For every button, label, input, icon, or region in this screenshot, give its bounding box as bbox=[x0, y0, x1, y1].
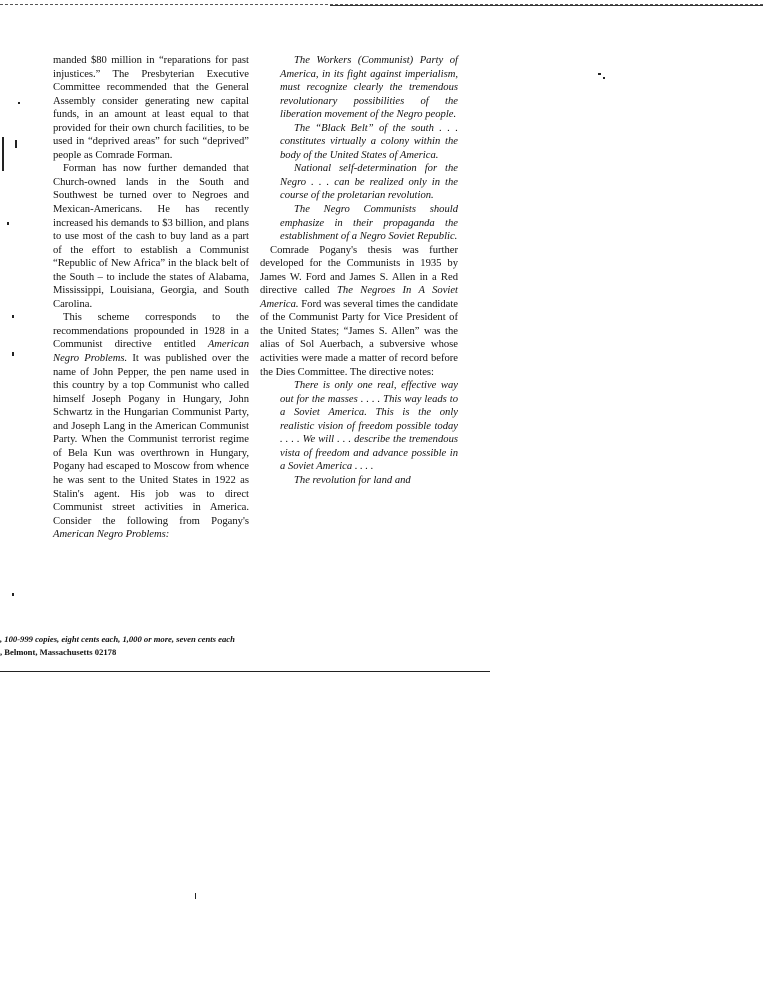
book-title-negroes-soviet-america: The Negroes In A Soviet America. bbox=[260, 285, 458, 310]
scan-speck bbox=[12, 593, 14, 596]
scan-speck bbox=[195, 893, 196, 899]
scan-speck bbox=[598, 73, 601, 75]
quote-negro-communists: The Negro Communists should emphasize in their propaganda the establishment of a Negro Soviet Republic. bbox=[280, 204, 458, 243]
right-column bbox=[260, 54, 458, 488]
paragraph-scheme-text-b: It was published over the name of John Pepper, the pen name used in this country by a top Communist who called himself Joseph Pogany in Hungary, John Schwartz in the Hungarian Communist Party, and Joseph Lang in the American Communist Party. When the Communist terrorist regime of Bela Kun was overthrown in Hungary, Pogany had escaped to Moscow from whence he was sent to the United States in 1922 as Stalin's agent. His job was to direct Communist street activities in America. Consider the following from Pogany's bbox=[53, 353, 249, 527]
footer-pricing-line: , 100-999 copies, eight cents each, 1,000 or more, seven cents each bbox=[0, 634, 235, 644]
scan-speck bbox=[15, 140, 17, 148]
top-solid-rule bbox=[330, 5, 763, 6]
book-title-american-negro-problems-2: American Negro Problems: bbox=[53, 529, 170, 541]
paragraph-scheme bbox=[53, 311, 249, 541]
paragraph-forman-demands: Forman has now further demanded that Church-owned lands in the South and Southwest be turned over to Negroes and Mexican-Americans. He has recently increased his demands to $3 billion, and plans to use most of the cash to buy land as a part of the effort to establish a Communist “Republic of New Africa” in the black belt of the South – to include the states of Alabama, Mississippi, Louisiana, Georgia, and South Carolina. bbox=[53, 163, 249, 310]
scan-speck bbox=[2, 137, 4, 171]
scan-speck bbox=[18, 102, 20, 104]
book-title-american-negro-problems: American Negro Problems. bbox=[53, 339, 249, 365]
pogany-quote-block bbox=[260, 54, 458, 244]
scan-speck bbox=[7, 222, 9, 225]
quote-only-one-way: There is only one real, effective way out for the masses . . . . This way leads to a Soviet America. This is the only realistic vision of freedom possible today . . . . We will . . . describe the tremendous vista of freedom and advance possible in a Soviet America . . . . bbox=[280, 380, 458, 473]
quote-black-belt: The “Black Belt” of the south . . . constitutes virtually a colony within the body of the United States of America. bbox=[280, 122, 458, 161]
scan-speck bbox=[12, 315, 14, 318]
footer-order-info bbox=[0, 633, 235, 658]
bottom-rule bbox=[0, 671, 490, 672]
paragraph-pogany-thesis bbox=[260, 244, 458, 379]
paragraph-scheme-text-a: This scheme corresponds to the recommendations propounded in 1928 in a Communist directive entitled bbox=[53, 312, 249, 351]
quote-workers-party: The Workers (Communist) Party of America, in its fight against imperialism, must recognize clearly the tremendous revolutionary possibilities of the liberation movement of the Negro people. bbox=[280, 55, 458, 121]
quote-self-determination: National self-determination for the Negro . . . can be realized only in the course of the proletarian revolution. bbox=[280, 163, 458, 202]
scan-speck bbox=[603, 77, 605, 79]
paragraph-reparations: manded $80 million in “reparations for past injustices.” The Presbyterian Executive Committee recommended that the General Assembly consider generating new capital funds, in an amount at least equal to that provided for their own church facilities, to be used in “deprived areas” for such “deprived” people as Comrade Forman. bbox=[53, 55, 249, 161]
scan-speck bbox=[12, 352, 14, 356]
left-column bbox=[53, 54, 249, 542]
paragraph-thesis-text-b: Ford was several times the candidate of the Communist Party for Vice President of the United States; “James S. Allen” was the alias of Sol Auerbach, a subversive whose activities were made a matter of record before the Dies Committee. The directive notes: bbox=[260, 298, 458, 378]
quote-revolution-for-land: The revolution for land and bbox=[294, 474, 411, 486]
paragraph-thesis-text-a: Comrade Pogany's thesis was further developed for the Communists in 1935 by James W. Ford and James S. Allen in a Red directive called bbox=[260, 244, 458, 297]
directive-quote-block bbox=[260, 379, 458, 487]
footer-address-line: , Belmont, Massachusetts 02178 bbox=[0, 646, 117, 657]
